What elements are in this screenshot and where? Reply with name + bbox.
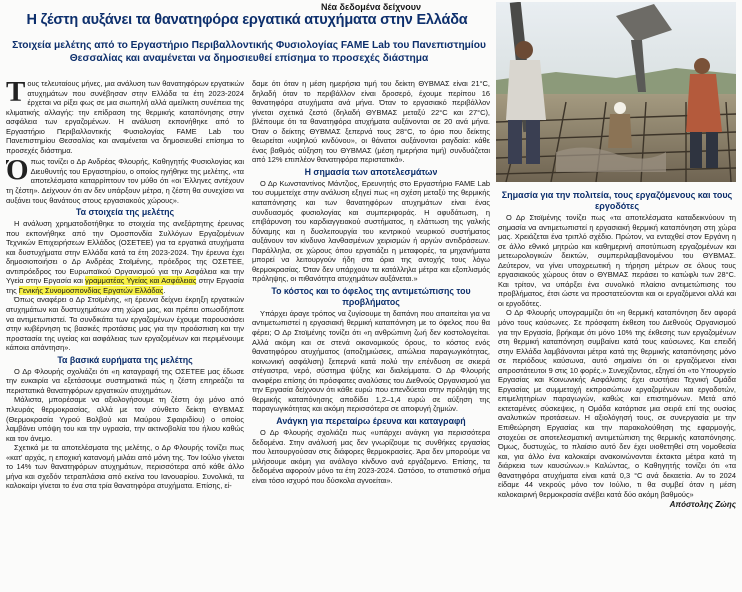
body-paragraph: Ο Δρ Φλουρής σχολιάζει ότι «η καταγραφή της ΟΣΕΤΕΕ μας έδωσε την ευκαιρία να εξετάσουμε συστηματικά πώς η ζέστη επηρεάζει τα περιστατικά θανατηφόρων εργατικών ατυχημάτων. bbox=[6, 366, 244, 395]
author-signature: Απόστολης Ζώης bbox=[669, 500, 736, 510]
article-photo bbox=[496, 2, 736, 182]
section-heading: Τα βασικά ευρήματα της μελέτης bbox=[57, 354, 193, 365]
body-paragraph: δαμε ότι όταν η μέση ημερήσια τιμή του δείκτη ΘΥΒΜΑΣ είναι 21°C, δηλαδή όταν το περιβάλλον είναι δροσερό, έχουμε περίπου 16 θανατηφόρα ατυχήματα ανά μήνα. Όταν το εργασιακό περιβάλλον γίνεται σχετικά ζεστό (δηλαδή ΘΥΒΜΑΣ μεταξύ 22°C και 27°C), βλέπουμε ότι τα θανατηφόρα ατυχήματα αυξάνονται σε 20 ανά μήνα. Όταν ο δείκτης ΘΥΒΜΑΣ ξεπερνά τους 28°C, το όριο που δείκτης θεωρείται «υψηλού κινδύνου», οι θάνατοι αυξάνονται ραγδαία: κάθε ένας βαθμός αύξηση του ΘΥΒΜΑΣ (μέση ημερήσια τιμή) συνδυάζεται από 12% επιπλέον θανατηφόρα περιστατικά». bbox=[252, 79, 490, 165]
section-heading: Τα στοιχεία της μελέτης bbox=[75, 207, 175, 218]
headline: Η ζέστη αυξάνει τα θανατηφόρα εργατικά ατυχήματα στην Ελλάδα bbox=[26, 12, 468, 28]
quote-text: πως τονίζει ο Δρ Ανδρέας Φλουρής, Καθηγητής Φυσιολογίας και Διευθυντής του Εργαστηρίου, ο οποίος ηγήθηκε της μελέτης, «τα αποτελέσματα καταρρίπτουν τον μύθο ότι «οι Έλληνες αντέχουν τη ζέστη». Δείχνουν ότι αν δεν υπάρξουν μέτρα, η ζέστη θα συνεχίσει να αυξάνει τους θανάτους στους εργασιακούς χώρους». bbox=[6, 157, 244, 205]
body-paragraph: Ο Δρ Κωνσταντίνος Μάντζιος, Ερευνητής στο Εργαστήριο FAME Lab του συμμετείχε στην ανάλυση εξηγεί πως «η σχέση μεταξύ της θερμικής καταπόνησης και των θανατηφόρων ατυχημάτων είναι ένας συνδυασμός φυσιολογίας και συμπεριφοράς. Η αφυδάτωση, η επιβάρυνση του καρδιαγγειακού συστήματος, η ελάττωση της γαλκής δύναμης και η δυσλειτουργία του κεντρικού νευρικού συστήματος αυξάνουν τον κίνδυνο λανθασμένων χειρισμών ή αργών αντιδράσεων. Παράλληλα, σε χώρους όπου εργατιάζει η μεταφορές, τα μηχανήματα μπορεί να λειτουργούν ήδη στα όρια της αντοχής τους λόγω θερμοκρασίας. Όταν δεν υπάρχουν τα κατάλληλα μέτρα και εξοπλισμός πρόληψης, οι πιθανότητα ατυχημάτων αυξάνεται.» bbox=[252, 178, 490, 284]
body-paragraph: Ο Δρ Φλουρής υπογραμμίζει ότι «η θερμική καταπόνηση δεν αφορά μόνο τους καύσωνες. Σε πρόσφατη έκθεση του Διεθνούς Οργανισμού για την Εργασία, βρήκαμε ότι μόνο 10% της έκθεσης των εργαζομένων στη θερμική καταπόνηση συμβαίνει κατά τους καύσωνες. Και επειδή στην Ελλάδα λαμβάνονται μέτρα κατά της θερμικής καταπόνησης μόνο σε περιόδους καύσωνα, αυτό σημαίνει ότι οι εργαζόμενοι είναι απροστάτευτοι 9 στις 10 φορές.» Συνεχίζοντας, εξηγεί ότι «το Υπουργείο Εργασίας και Κοινωνικής Ασφάλισης έχει συστήσει Τεχνική Ομάδα Εργασίας με συμμετοχή εκπροσώπων εργαζομένων και εργοδοτών, επιμελητηρίων παραγωγών, καθώς και επιστημόνων. Μετά από εκτεταμένες σύσκεψεις, η Ομάδα κατάρτισε μια σειρά επί της ουσίας αναλυτικών προτάσεων. Η αξιολόγησή τους, σε συνεργασία με την Επιθεώρηση Εργασίας και την παρακολούθηση της εφαρμογής, στοχεύει σε αποτελεσματική αντιμετώπιση της θερμικής καταπόνησης. Όμως, δυστυχώς, το πλαίσιο αυτό δεν έχει υιοθετηθεί στη νομοθεσία και, για άλλο ένα καλοκαίρι ανακοινώνονται έκτακτα μέτρα κατά τη διάρκεια των καυσώνων.» Καλώντας, ο Καθηγητής τονίζει ότι «τα θανατηφόρα ατυχήματα είναι κατά 0,3 °C ανά δεκαετία. Αν το 2024 είδαμε 44 νεκρούς μόνο τον Ιούλιο, τι θα συμβεί όταν η μέση καλοκαιρινή θερμοκρασία ανέβει κατά δύο ακόμη βαθμούς» bbox=[498, 308, 736, 499]
body-paragraph: Υπάρχει άραγε τρόπος να ζυγίσουμε τη δαπάνη που απαιτείται για να αντιμετωπιστεί η εργασιακή θερμική καταπόνηση με το όφελος που θα φέρει; Ο Δρ Στοϊμένης τονίζει ότι «η ανθρώπινη ζωή δεν κοστολογείται. Αλλά ακόμη και σε στενά οικονομικούς όρους, το κόστος ενός θανατηφόρου ατυχήματος (αποζημιώσεις, απώλεια παραγωγικότητας, κοινωνική ασφάλιση) ξεπερνά κατά πολύ την επένδυση σε σκιερά στέγαστρα, νερό, σύστημα ψύξης και διαλείμματα. Ο Δρ Φλουρής αναφέρει επίσης ότι πρόσφατες αναλύσεις του Διεθνούς Οργανισμού για την Εργασία δείχνουν ότι κάθε ευρώ που επενδύεται στην πρόληψη της θερμικής καταπόνησης αποδίδει 1,2–1,4 ευρώ σε αύξηση της παραγωγικότητας και ακόμη περισσότερα σε αποφυγή ζημιών. bbox=[252, 308, 490, 414]
drop-cap-2: Ό bbox=[6, 154, 29, 187]
highlight-text: γραμματέας Υγείας και Ασφάλειας bbox=[85, 276, 197, 286]
body-paragraph: Όπως αναφέρει ο Δρ Στοϊμένης, «η έρευνα δείχνει έκρηξη εργατικών ατυχημάτων και δυστυχημάτων στη χώρα μας, και πρέπει οπωσδήποτε να αντιμετωπιστεί. Τα συνδικάτα των εργαζομένων έχουμε παρουσιάσει στην κυβέρνηση τις βασικές προτάσεις μας για την προάσπιση και την προστασία της υγείας και ασφάλειας των εργαζομένων και περιμένουμε κάποια απάντηση». bbox=[6, 295, 244, 353]
construction-workers-photo bbox=[496, 2, 736, 182]
section-heading: Το κόστος και το όφελος της αντιμετώπισης του προβλήματος bbox=[271, 285, 471, 307]
body-paragraph: Μάλιστα, μπορέσαμε να αξιολογήσουμε τη ζέστη όχι μόνο από πλευράς θερμοκρασίας, αλλά με τον σύνθετο δείκτη ΘΥΒΜΑΣ (Θερμοκρασία Υγρού Βολβού και Μαύρου Σφαιριδίου) ο οποίος λαμβάνει υπόψη του και την υγρασία, την ακτινοβολία του ήλιου καθώς και τον άνεμο. bbox=[6, 395, 244, 443]
intro-paragraph bbox=[6, 79, 244, 155]
column-1 bbox=[6, 79, 244, 587]
column-2 bbox=[252, 79, 490, 587]
section-heading: Ανάγκη για περεταίρω έρευνα και καταγραφή bbox=[276, 415, 466, 426]
section-heading: Σημασία για την πολιτεία, τους εργαζόμενους και τους εργοδότες bbox=[501, 190, 733, 211]
body-paragraph: Σχετικά με τα αποτελέσματα της μελέτης, ο Δρ Φλουρής τονίζει πως «κατ' αρχάς, η εποχική κατανομή μιλάει από μόνη της. Τον Ιούλιο γίνεται το 14% των θανατηφόρων ατυχημάτων, περισσότερα από κάθε άλλο μήνα και σχεδόν τετραπλάσια από εκείνα του Ιανουαρίου. Συνολικά, τα καλοκαίρι γίνεται το ένα στα τρία θανατηφόρα ατυχήματα. Επίσης, εί- bbox=[6, 443, 244, 491]
kicker: Νέα δεδομένα δείχνουν bbox=[320, 2, 422, 12]
body-text: Η ανάλυση χρηματοδοτήθηκε το στοιχεία της ανεξάρτητης έρευνας που εκπονήθηκε από την Ομοσπονδία Συλλόγων Εργαζομένων Τεχνικών Επιχειρήσεων Ελλάδος (ΟΣΕΤΕΕ) για τα εργατικά ατυχήματα και δυστυχήματα στην Ελλάδα κατά τα έτη 2023-2024. Την έρευνα έχει δημοσιοποιήσει ο Δρ Ανδρέας Στοϊμένης, πρόεδρος της ΟΣΕΤΕΕ, αντιπρόεδρος του Ευρωπαϊκού Οργανισμού για την Ασφάλεια και την Υγεία στην Εργασία και bbox=[6, 219, 244, 286]
quote-paragraph bbox=[6, 154, 244, 205]
highlight-text: Γενικής Συνομοσπονδίας Εργατών Ελλάδας bbox=[18, 285, 164, 295]
intro-text: ους τελευταίους μήνες, μια ανάλυση των θανατηφόρων εργατικών ατυχημάτων που συνέβησαν στην Ελλάδα τα έτη 2023-2024 έρχεται να ρίξει φως σε μια σιωπηλή αλλά αμείλικτη συνέπεια της κλιματικής αλλαγής: την επίδραση της θερμικής καταπόνησης στην ασφάλεια των εργαζομένων. Η ανάλυση εκπονήθηκε από το Εργαστήριο Περιβαλλοντικής Φυσιολογίας FAME Lab του Πανεπιστημίου Θεσσαλίας και αναμένεται να δημοσιευθεί επίσημα το προσεχές διάστημα. bbox=[6, 79, 244, 155]
body-paragraph: Ο Δρ Φλουρής σχολιάζει πως «υπάρχει ανάγκη για περισσότερα δεδομένα. Στην ανάλυσή μας δεν γνωρίζουμε τις συνθήκες εργασίας που λειτουργούσαν στις διάφορες θερμοκρασίες. Άρα δεν μπορούμε να μιλήσουμε ακόμη για ανάλογο κίνδυνο ανά εργάζομενο. Επίσης, τα δεδομένα αφορούν μόνο τα έτη 2023-2024. Ωστόσο, το στατιστικό σήμα είναι τόσο ισχυρό που δύσκολα αγνοείται». bbox=[252, 427, 490, 485]
column-3 bbox=[498, 188, 736, 584]
subheadline: Στοιχεία μελέτης από το Εργαστήριο Περιβαλλοντικής Φυσιολογίας FAME Lab του Πανεπιστημίου Θεσσαλίας και αναμένεται να δημοσιευθεί επίσημα το προσεχές διάστημα bbox=[12, 40, 486, 64]
section-heading: Η σημασία των αποτελεσμάτων bbox=[304, 166, 438, 177]
body-text: στην Εργασία της bbox=[6, 276, 244, 295]
body-paragraph bbox=[6, 219, 244, 295]
body-paragraph: Ο Δρ Στοϊμένης τονίζει πως «τα αποτελέσματα καταδεικνύουν τη σημασία να αντιμετωπιστεί η εργασιακή θερμική καταπόνηση στη χώρα μας. Χρειάζεται ένα τριπλό σχέδιο. Πρώτον, να ενταχθεί στον Εργάνη η σε άλλο εθνικό μητρώο και καθημερινή αποτύπωση εργαζομένων και μετεωρολογικών δεικτών, συμπεριλαμβανομένου του ΘΥΒΜΑΣ. Δεύτερον, να γίνει υποχρεωτική η τήρηση μέτρων σε όλους τους εργασιακούς χώρους όταν ο ΘΥΒΜΑΣ περάσει το κατώφλι των 28°C. Και τρίτον, να υπάρξει ένα συνολικό πλαίσιο αντιμετώπισης του προβλήματος, έτσι ώστε να προστατεύονται και οι εργαζόμενοι αλλά και οι εργοδότες. bbox=[498, 213, 736, 308]
body-text: . bbox=[163, 285, 166, 295]
drop-cap: Τ bbox=[6, 79, 26, 108]
